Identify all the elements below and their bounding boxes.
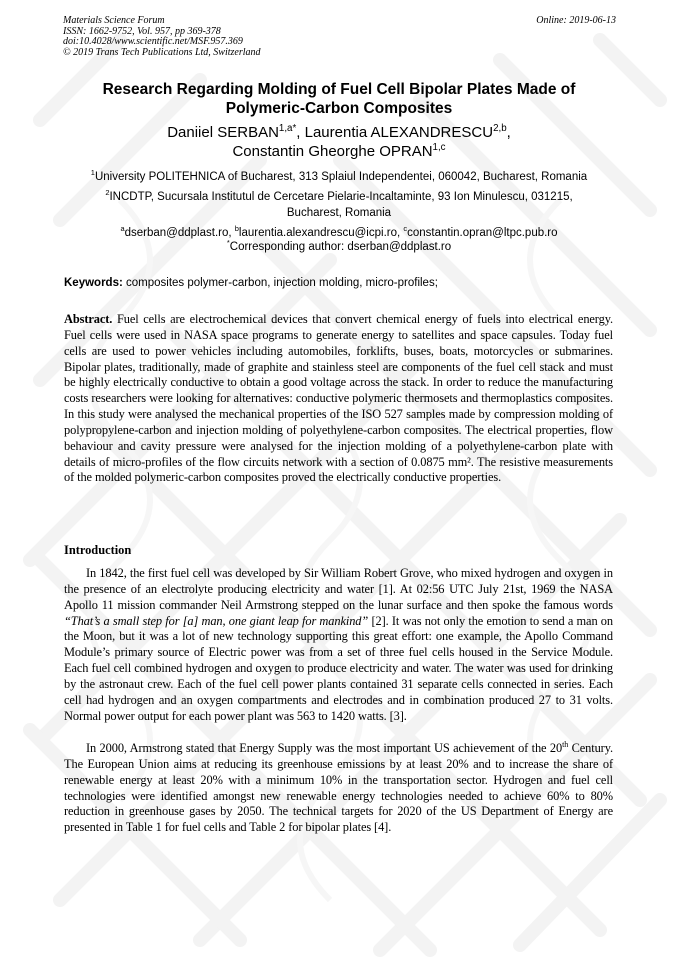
online-date: Online: 2019-06-13 [536, 15, 616, 26]
author-name: Daniiel SERBAN [167, 124, 279, 141]
author-separator: , [506, 124, 511, 141]
keywords-text: composites polymer-carbon, injection molding, micro-profiles; [122, 277, 438, 289]
corresponding-superscript: * [226, 238, 230, 248]
corresponding-author: Corresponding author: dserban@ddplast.ro [229, 241, 452, 253]
author-line-1 [60, 123, 618, 142]
introduction-paragraph-1 [64, 566, 613, 724]
abstract-label: Abstract. [64, 312, 113, 326]
email-superscript: b [234, 224, 239, 234]
author-emails [60, 226, 618, 254]
keywords-label: Keywords: [64, 277, 123, 289]
paragraph-text: Century. The European Union aims at reducing its greenhouse emissions by at least 20% and to increase the share of renewable energy at least 20% with a minimum 10% in the transportation sector. Hydrogen and fuel cell technologies were identified amongst new renewable energy technologies needed to achieve 60% to 80% reduction in greenhouse gases by 2050. The technical targets for 2020 of the US Department of Energy are presented in Table 1 for fuel cells and Table 2 for bipolar plates [4]. [64, 741, 613, 835]
affiliation-superscript: 2 [105, 188, 110, 198]
author-superscript: 1,a* [278, 123, 297, 134]
affiliation-text: INCDTP, Sucursala Institutul de Cercetare Pielarie-Incaltaminte, 93 Ion Minulescu, 031215, [109, 191, 573, 203]
journal-doi[interactable]: doi:10.4028/www.scientific.net/MSF.957.369 [63, 36, 243, 47]
author-name: Laurentia ALEXANDRESCU [304, 124, 494, 141]
email-superscript: a [120, 224, 125, 234]
quote-text: “That’s a small step for [a] man, one giant leap for mankind” [64, 613, 369, 628]
affiliation-2 [60, 189, 618, 221]
journal-header [63, 16, 261, 58]
journal-name: Materials Science Forum [63, 15, 165, 26]
ordinal-superscript: th [562, 739, 569, 749]
author-separator: , [296, 124, 305, 141]
keywords [64, 275, 438, 291]
title-line-1: Research Regarding Molding of Fuel Cell Bipolar Plates Made of [102, 81, 576, 98]
author-list [60, 123, 618, 161]
paragraph-text: In 1842, the first fuel cell was developed by Sir William Robert Grove, who mixed hydrogen and oxygen in the presence of an electrolyte producing electricity and water [1]. At 02:56 UTC July 21st, 1969 the NASA Apollo 11 mission commander Neil Armstrong stepped on the lunar surface and then spoke the famous words [64, 566, 613, 612]
affiliation-text: Bucharest, Romania [286, 207, 392, 219]
author-name: Constantin Gheorghe OPRAN [232, 143, 433, 160]
title-line-2: Polymeric-Carbon Composites [225, 100, 453, 117]
paragraph-text: [2]. It was not only the emotion to send a man on the Moon, but it was a lot of new technology supporting this great effort: one example, the Apollo Command Module’s primary source of Electric power was from a set of three fuel cells housed in the Service Module. Each fuel cell combined hydrogen and oxygen to produce electricity and water. The water was used for drinking by the astronaut crew. Each of the fuel cell power plants contained 31 separate cells connected in series. Each cell had hydrogen and an oxygen compartments and electrodes and in combination produced 27 to 31 volts. Normal power output for each power plant was 563 to 1420 watts. [3]. [64, 613, 613, 723]
section-heading-introduction: Introduction [64, 543, 132, 557]
introduction-paragraph-2 [64, 741, 613, 836]
journal-copyright: © 2019 Trans Tech Publications Ltd, Switzerland [63, 46, 261, 58]
journal-issn: ISSN: 1662-9752, Vol. 957, pp 369-378 [63, 25, 221, 37]
abstract [64, 312, 613, 486]
author-line-2 [60, 142, 618, 161]
paper-title [60, 80, 618, 118]
affiliation-text: University POLITEHNICA of Bucharest, 313 Splaiul Independentei, 060042, Bucharest, Romania [94, 171, 588, 183]
email-link[interactable]: laurentia.alexandrescu@icpi.ro, [238, 227, 404, 239]
affiliation-superscript: 1 [90, 168, 95, 178]
abstract-text: Fuel cells are electrochemical devices that convert chemical energy of fuels into electrical energy. Fuel cells were used in NASA space programs to generate energy to satellites and space capsules. Today fuel cells are used to power vehicles including automobiles, forklifts, buses, boats, motorcycles or submarines. Bipolar plates, traditionally, made of graphite and stainless steel are components of the fuel cell stack and must be highly electrically conductive to obtain a good voltage across the stack. In order to reduce the manufacturing costs researchers were looking for alternatives: conductive polymeric thermosets and thermoplastics composites. In this study were analysed the mechanical properties of the ISO 527 samples made by compression molding of polypropylene-carbon and injection molding of polyethylene-carbon composites. The electrical properties, flow behaviour and cavity pressure were analysed for the injection molding of a polyethylene-carbon plate with details of micro-profiles of the flow circuits network with a section of 0.0875 mm². The resistive measurements of the molded polymeric-carbon composites proved the electrically conductive properties. [64, 312, 613, 485]
email-link[interactable]: dserban@ddplast.ro, [124, 227, 235, 239]
email-superscript: c [403, 224, 408, 234]
author-superscript: 1,c [432, 142, 446, 153]
paragraph-text: In 2000, Armstrong stated that Energy Supply was the most important US achievement of the 20 [86, 741, 563, 755]
email-link[interactable]: constantin.opran@ltpc.pub.ro [407, 227, 558, 239]
author-superscript: 2,b [493, 123, 507, 134]
affiliation-1 [60, 169, 618, 185]
